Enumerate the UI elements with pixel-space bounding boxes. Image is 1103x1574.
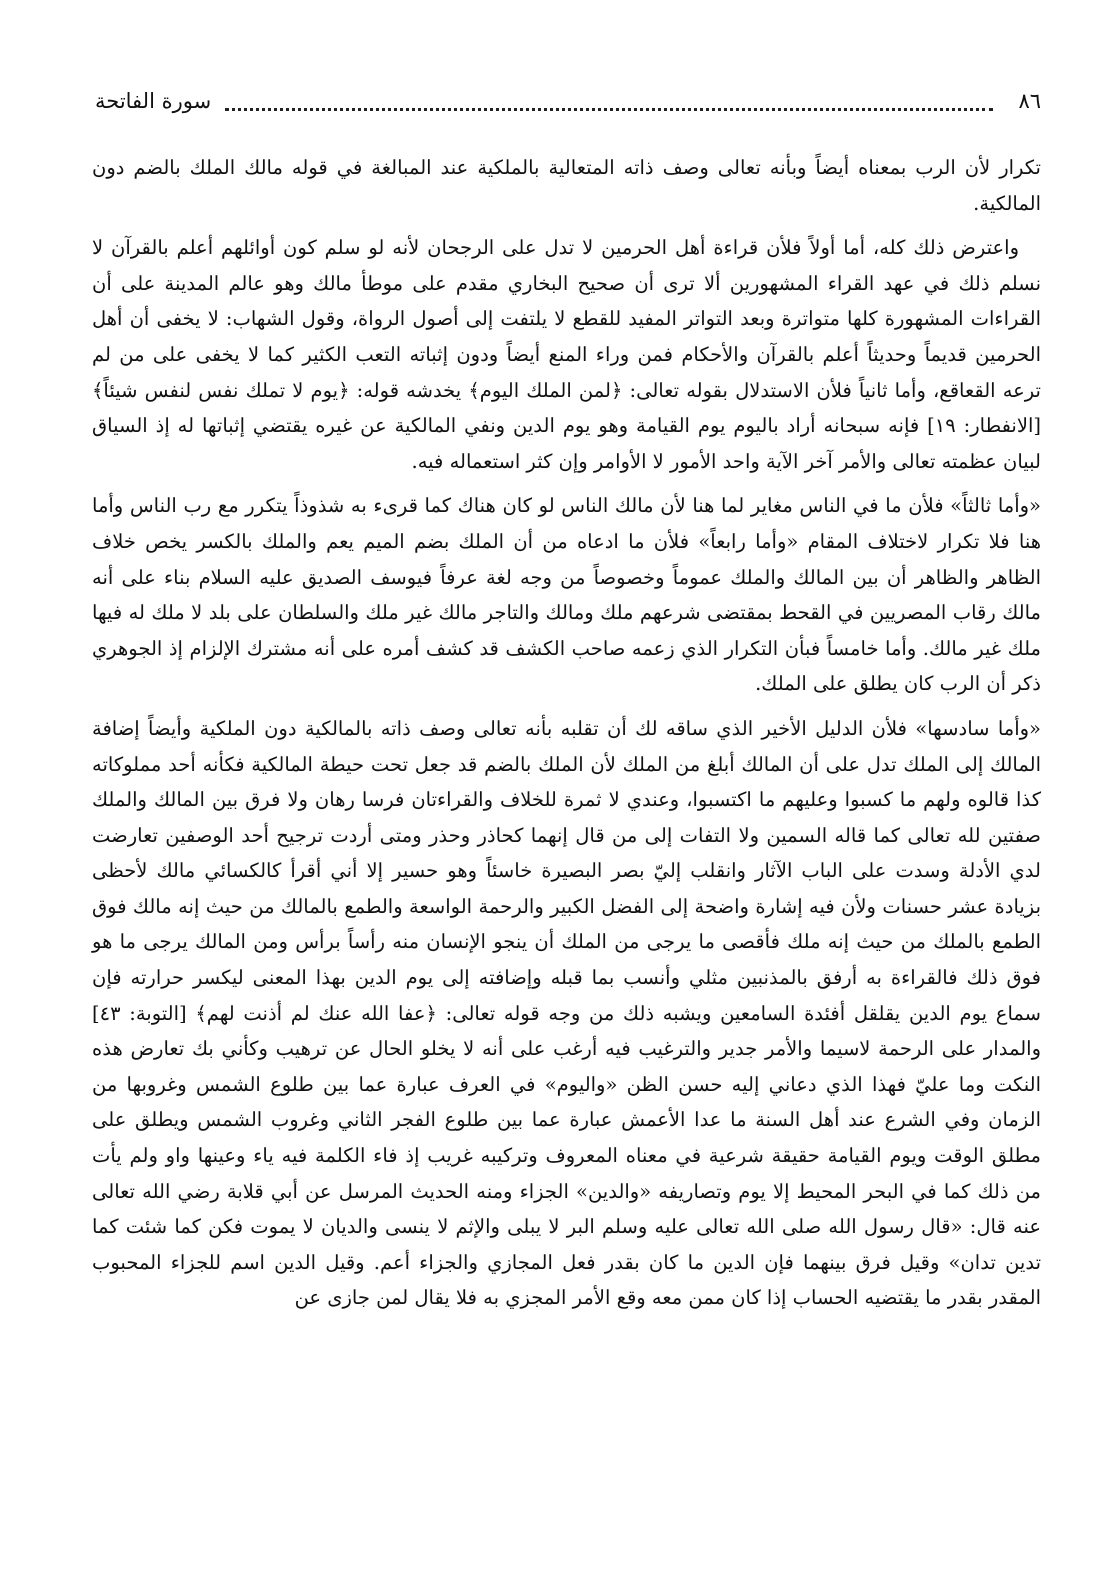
paragraph-4: «وأما سادسها» فلأن الدليل الأخير الذي ساقه لك أن تقلبه بأنه تعالى وصف ذاته بالمالكية دون الملكية وأيضاً إضافة المالك إلى الملك تدل على أن المالك أبلغ من الملك لأن الملك بالضم قد جعل تحت حيطة المالكية فكأنه أحد مملوكاته كذا قالوه ولهم ما كسبوا وعليهم ما اكتسبوا، وعندي لا ثمرة للخلاف والقراءتان فرسا رهان ولا فرق بين المالك والملك صفتين لله تعالى كما قاله السمين ولا التفات إلى من قال إنهما كحاذر وحذر ومتى أردت ترجيح أحد الوصفين تعارضت لدي الأدلة وسدت على الباب الآثار وانقلب إليّ بصر البصيرة خاسئاً وهو حسير إلا أني أقرأ كالكسائي مالك لأحظى بزيادة عشر حسنات ولأن فيه إشارة واضحة إلى الفضل الكبير والرحمة الواسعة والطمع بالمالك من حيث إنه مالك فوق الطمع بالملك من حيث إنه ملك فأقصى ما يرجى من الملك أن ينجو الإنسان منه رأساً برأس ومن المالك يرجى ما هو فوق ذلك فالقراءة به أرفق بالمذنبين مثلي وأنسب بما قبله وإضافته إلى يوم الدين بهذا المعنى ليكسر حرارته فإن سماع يوم الدين يقلقل أفئدة السامعين ويشبه ذلك من وجه قوله تعالى: ﴿عفا الله عنك لم أذنت لهم﴾ [التوبة: ٤٣] والمدار على الرحمة لاسيما والأمر جدير والترغيب فيه أرغب على أنه لا يخلو الحال عن ترهيب وكأني بك تعارض هذه النكت وما عليّ فهذا الذي دعاني إليه حسن الظن «واليوم» في العرف عبارة عما بين طلوع الشمس وغروبها من الزمان وفي الشرع عند أهل السنة ما عدا الأعمش عبارة عما بين طلوع الفجر الثاني وغروب الشمس ويطلق على مطلق الوقت ويوم القيامة حقيقة شرعية في معناه المعروف وتركيبه غريب إذ فاء الكلمة فيه ياء وعينها واو ولم يأت من ذلك كما في البحر المحيط إلا يوم وتصاريفه «والدين» الجزاء ومنه الحديث المرسل عن أبي قلابة رضي الله تعالى عنه قال: «قال رسول الله صلى الله تعالى عليه وسلم البر لا يبلى والإثم لا ينسى والديان لا يموت فكن كما شئت كما تدين تدان» وقيل فرق بينهما فإن الدين ما كان بقدر فعل المجازي والجزاء أعم. وقيل الدين اسم للجزاء المحبوب المقدر بقدر ما يقتضيه الحساب إذا كان ممن معه وقع الأمر المجزي به فلا يقال لمن جازى عن [92,716,1041,1310]
chapter-title: سورة الفاتحة [95,89,212,113]
paragraph-1: تكرار لأن الرب بمعناه أيضاً وبأنه تعالى وصف ذاته المتعالية بالملكية عند المبالغة في قوله مالك الملك بالضم دون المالكية. [92,156,1041,215]
running-header [95,86,1041,116]
main-text [92,150,1041,1554]
paragraph-2: واعترض ذلك كله، أما أولاً فلأن قراءة أهل الحرمين لا تدل على الرجحان لأنه لو سلم كون أوائلهم أعلم بالقرآن لا نسلم ذلك في عهد القراء المشهورين ألا ترى أن صحيح البخاري مقدم على موطأ مالك وهو عالم المدينة على أن القراءات المشهورة كلها متواترة وبعد التواتر المفيد للقطع لا يلتفت إلى أصول الرواة، وقول الشهاب: لا يخفى أن أهل الحرمين قديماً وحديثاً أعلم بالقرآن والأحكام فمن وراء المنع أيضاً ودون إثباته التعب الكثير كما لا يخفى على من لم ترعه القعاقع، وأما ثانياً فلأن الاستدلال بقوله تعالى: ﴿لمن الملك اليوم﴾ يخدشه قوله: ﴿يوم لا تملك نفس لنفس شيئاً﴾ [الانفطار: ١٩] فإنه سبحانه أراد باليوم يوم القيامة وهو يوم الدين ونفي المالكية عن غيره يقتضي إثباتها له إذ السياق لبيان عظمته تعالى والأمر آخر الآية واحد الأمور لا الأوامر وإن كثر استعماله فيه. [92,236,1042,473]
page-number: ٨٦ [1018,89,1041,113]
header-dot-leader [225,98,993,111]
paragraph-3: «وأما ثالثاً» فلأن ما في الناس مغاير لما هنا لأن مالك الناس لو كان هناك كما قرىء به شذوذاً يتكرر مع رب الناس وأما هنا فلا تكرار لاختلاف المقام «وأما رابعاً» فلأن ما ادعاه من أن الملك بضم الميم يعم والملك بالكسر يخص خلاف الظاهر والظاهر أن بين المالك والملك عموماً وخصوصاً من وجه لغة عرفاً فيوسف الصديق عليه السلام بناء على أنه مالك رقاب المصريين في القحط بمقتضى شرعهم ملك ومالك والتاجر مالك غير ملك والسلطان على بلد لا ملك له فيها ملك غير مالك. وأما خامساً فبأن التكرار الذي زعمه صاحب الكشف قد كشف أمره على أنه مشترك الإلزام إذ الجوهري ذكر أن الرب كان يطلق على الملك. [92,494,1041,696]
